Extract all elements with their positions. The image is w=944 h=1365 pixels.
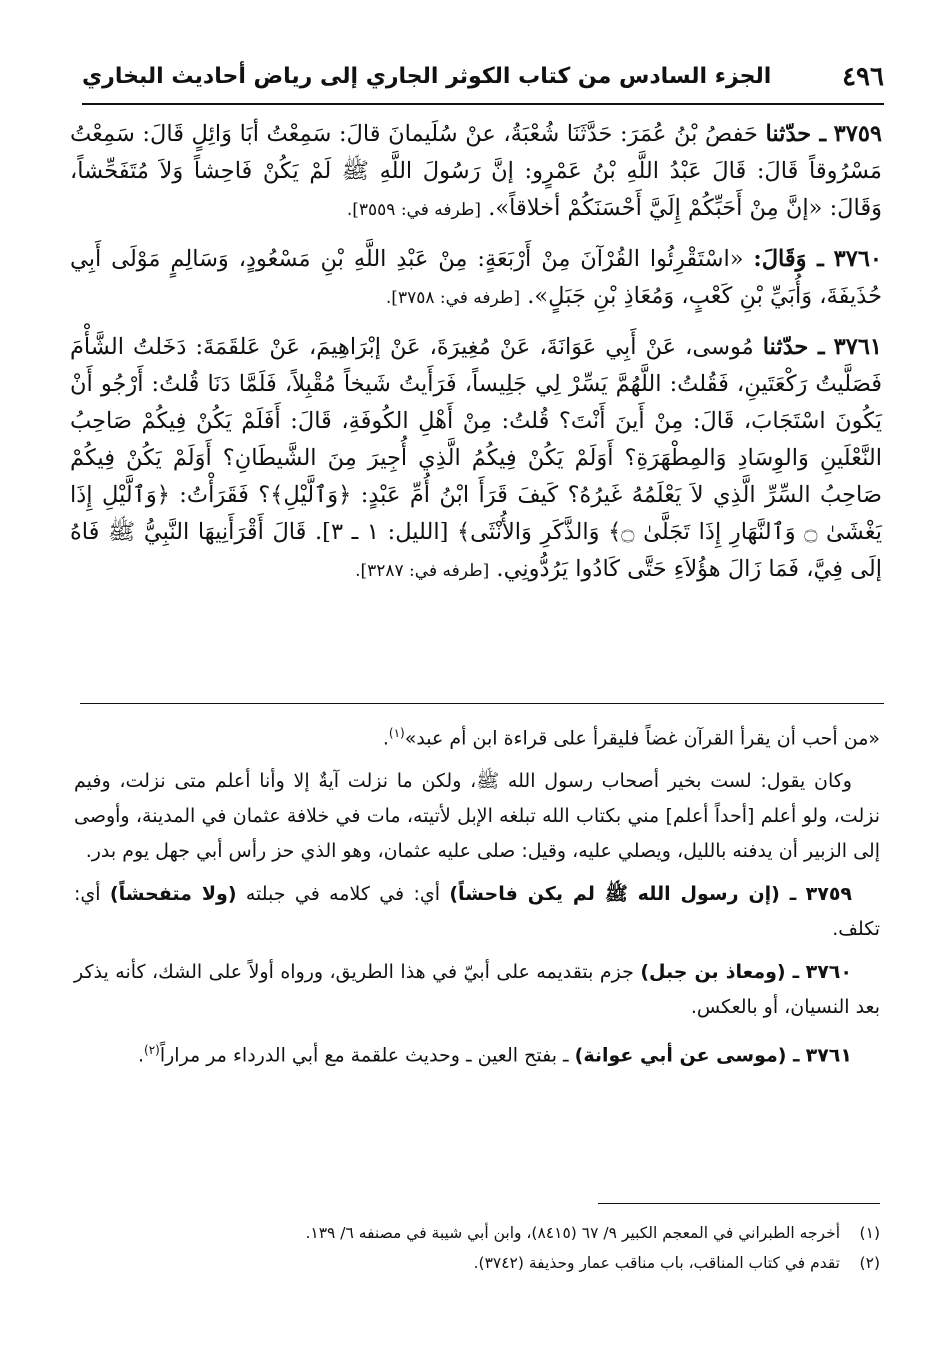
commentary-text: ـ بفتح العين ـ وحديث علقمة مع أبي الدرداء مر مراراً [159,1044,569,1067]
hadith-number: ٣٧٦١ [833,334,882,360]
hadith-3760 [70,241,882,317]
footnote-text: أخرجه الطبراني في المعجم الكبير ٩/ ٦٧ (٨٤١٥)، وابن أبي شيبة في مصنفه ٦/ ١٣٩. [305,1224,840,1242]
commentary-paragraph [74,1033,880,1073]
footnote-2 [80,1248,880,1278]
punctuation: . [382,727,389,750]
commentary-hadith-number: ٣٧٥٩ [805,883,853,906]
commentary-hadith-number: ٣٧٦١ [805,1044,852,1067]
commentary-paragraph [74,716,880,756]
footnote-text: تقدم في كتاب المناقب، باب مناقب عمار وحذيفة (٣٧٤٢). [473,1254,840,1272]
hadith-lead: ـ حدّثنا [762,334,825,360]
hadith-number: ٣٧٥٩ [833,121,882,147]
text-commentary-divider [80,703,884,704]
commentary-paragraph: وكان يقول: لست بخير أصحاب رسول الله ﷺ، ولكن ما نزلت آيةٌ إلا وأنا أعلم متى نزلت، وفيم نزلت، ولو أعلم [أحداً أعلم] مني بكتاب الله تبلغه الإبل لأتيته، مات في خلافة عثمان في المدينة، وأوصى إلى الزبير أن يدفنه بالليل، ويصلي عليه، وقيل: صلى عليه عثمان، وهو الذي حز رأس أبي جهل يوم بدر. [74,770,880,863]
page-header [82,62,884,102]
footnote-mark: (٢) [859,1254,880,1272]
page-number: ٤٩٦ [842,62,884,92]
footnote-ref-1[interactable]: (١) [388,726,405,740]
punctuation: . [137,1044,145,1067]
commentary-lemma: (ولا متفحشاً) [109,883,237,906]
commentary-quote: «من أحب أن يقرأ القرآن غضاً فليقرأ على قراءة ابن أم عبد» [404,727,880,750]
hadith-reference: [طرفه في: ٣٥٥٩]. [346,200,482,220]
hadith-text-block [70,116,882,602]
footnote-1 [80,1218,880,1248]
footnote-ref-2[interactable]: (٢) [144,1043,160,1058]
commentary-lemma: ـ (موسى عن أبي عوانة) [574,1044,800,1067]
footnote-mark: (١) [859,1224,880,1242]
footnotes [80,1218,880,1278]
commentary-block [74,716,880,1082]
running-title: الجزء السادس من كتاب الكوثر الجاري إلى رياض أحاديث البخاري [82,64,772,89]
commentary-paragraph [74,877,880,947]
hadith-3761 [70,329,882,590]
hadith-body: مُوسى، عَنْ أَبِي عَوَانَةَ، عَنْ مُغِيرَةَ، عَنْ إبْرَاهِيمَ، عَنْ عَلقَمَةَ: دَخَلتُ الشَّأْمَ فَصَلَّيتُ رَكْعَتَينِ، فَقُلتُ: اللَّهُمَّ يَسِّرْ لِي جَلِيساً، فَرَأَيتُ شَيخاً مُقْبِلاً، فَلَمَّا دَنَا قُلتُ: أَرْجُو أَنْ يَكُونَ اسْتَجَابَ، قَالَ: مِنْ أَينَ أَنْتَ؟ قُلتُ: مِنْ أَهْلِ الكُوفَةِ، قَالَ: أَفَلَمْ يَكُنْ فِيكُمْ صَاحِبُ النَّعْلَينِ وَالوِسَادِ وَالمِطْهَرَةِ؟ أَوَلَمْ يَكُنْ فِيكُمُ الَّذِي أُجِيرَ مِنَ الشَّيطَانِ؟ أَوَلَمْ يَكُنْ فِيكُمْ صَاحِبُ السِّرِّ الَّذِي لاَ يَعْلَمُهُ غَيرُهُ؟ كَيفَ قَرَأَ ابْنُ أُمِّ عَبْدٍ: ﴿وَٱلَّيْلِ﴾؟ فَقَرَأْتُ: ﴿وَٱلَّيْلِ إِذَا يَغْشَىٰ ۝ وَٱلنَّهَارِ إِذَا تَجَلَّىٰ ۝﴾ وَالذَّكَرِ وَالأُنْثَى﴾ [الليل: ١ ـ ٣]. قَالَ أَقْرَأَنِيهَا النَّبِيُّ ﷺ فَاهُ إلَى فِيَّ، فَمَا زَالَ هؤُلاَءِ حَتَّى كَادُوا يَرُدُّونِي. [70,334,882,582]
commentary-hadith-number: ٣٧٦٠ [805,961,852,984]
hadith-number: ٣٧٦٠ [833,246,882,272]
footnote-divider [598,1203,880,1204]
commentary-lemma: ـ (ومعاذ بن جبل) [640,961,800,984]
header-rule [82,103,884,105]
commentary-lemma: ـ (إن رسول الله ﷺ لم يكن فاحشاً) [449,883,797,906]
hadith-body: «اسْتَقْرِئُوا القُرْآنَ مِنْ أَرْبَعَةٍ: مِنْ عَبْدِ اللَّهِ بْنِ مَسْعُودٍ، وَسَالِمٍ مَوْلَى أَبِي حُذَيفَةَ، وَأُبَيِّ بْنِ كَعْبٍ، وَمُعَاذِ بْنِ جَبَلٍ». [70,246,882,309]
commentary-text: أي: في كلامه في جبلته [245,883,441,906]
hadith-lead: ـ وَقَالَ: [753,246,824,272]
hadith-body: حَفصُ بْنُ عُمَرَ: حَدَّثَنَا شُعْبَةُ، عنْ سُلَيمانَ قالَ: سَمِعْتُ أبَا وَائِلٍ قَالَ: سَمِعْتُ مَسْرُوقاً قَالَ: قَالَ عَبْدُ اللَّهِ بْنُ عَمْرٍو: إنَّ رَسُولَ اللَّهِ ﷺ لَمْ يَكُنْ فَاحِشاً وَلاَ مُتَفَحِّشاً، وَقَالَ: «إنَّ مِنْ أَحَبِّكُمْ إِلَيَّ أَحْسَنَكُمْ أخلاقاً». [70,121,882,221]
hadith-reference: [طرفه في: ٣٧٥٨]. [385,288,521,308]
commentary-text: أي: تكلف. [74,883,880,941]
commentary-paragraph [74,955,880,1025]
hadith-lead: ـ حدّثنا [765,121,827,147]
commentary-text: جزم بتقديمه على أبيّ في هذا الطريق، ورواه أولاً على الشك، كأنه يذكر بعد النسيان، أو بالعكس. [74,961,880,1019]
hadith-3759 [70,116,882,229]
hadith-reference: [طرفه في: ٣٢٨٧]. [355,561,490,581]
